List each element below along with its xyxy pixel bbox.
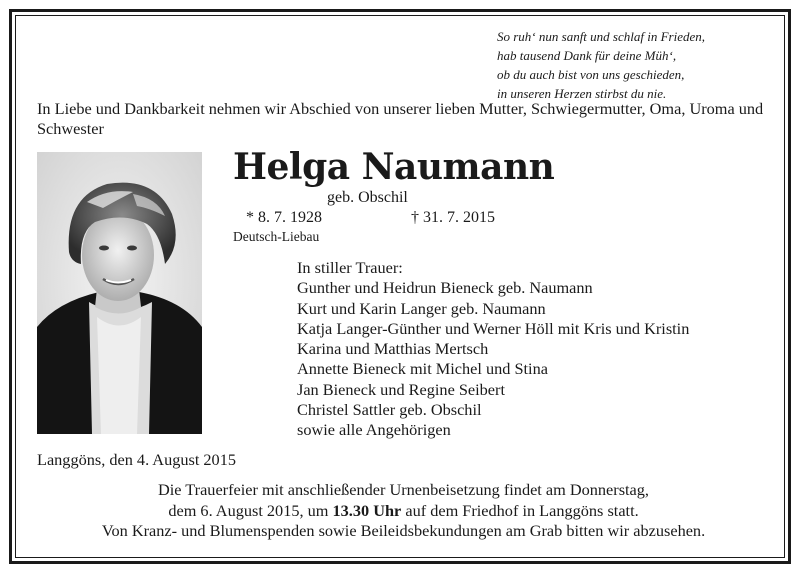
service-time: 13.30 Uhr [332, 500, 402, 520]
death-date: † 31. 7. 2015 [411, 209, 495, 226]
mourner-line: sowie alle Angehörigen [297, 420, 451, 440]
mourner-line: Karina und Matthias Mertsch [297, 339, 489, 359]
service-location: auf dem Friedhof in Langgöns statt. [405, 500, 639, 520]
portrait-photo [37, 152, 202, 434]
mourner-line: Jan Bieneck und Regine Seibert [297, 379, 505, 399]
poem-line: hab tausend Dank für deine Müh‘, [497, 48, 677, 63]
deceased-name: Helga Naumann [233, 146, 555, 188]
service-info [37, 480, 770, 542]
mourners-list [297, 258, 689, 441]
poem-line: in unseren Herzen stirbst du nie. [497, 86, 667, 101]
place-date: Langgöns, den 4. August 2015 [37, 450, 236, 469]
mourner-line: Gunther und Heidrun Bieneck geb. Naumann [297, 278, 593, 298]
service-date: dem 6. August 2015, um [168, 500, 329, 520]
mourner-line: Annette Bieneck mit Michel und Stina [297, 359, 548, 379]
mourner-line: Christel Sattler geb. Obschil [297, 400, 482, 420]
maiden-name: geb. Obschil [327, 189, 408, 206]
service-line-2 [37, 501, 770, 522]
service-line-1: Die Trauerfeier mit anschließender Urnenbeisetzung findet am Donnerstag, [158, 480, 649, 499]
mourners-heading: In stiller Trauer: [297, 258, 403, 277]
poem [497, 27, 777, 103]
birthplace: Deutsch-Liebau [233, 229, 320, 244]
poem-line: So ruh‘ nun sanft und schlaf in Frieden, [497, 29, 705, 44]
mourner-line: Katja Langer-Günther und Werner Höll mit Kris und Kristin [297, 318, 690, 338]
birth-date: * 8. 7. 1928 [246, 209, 322, 226]
intro-text: In Liebe und Dankbarkeit nehmen wir Abschied von unserer lieben Mutter, Schwiegermutter, Oma, Uroma und Schwester [37, 99, 764, 138]
poem-line: ob du auch bist von uns geschieden, [497, 67, 685, 82]
mourner-line: Kurt und Karin Langer geb. Naumann [297, 298, 546, 318]
donation-note: Von Kranz- und Blumenspenden sowie Beileidsbekundungen am Grab bitten wir abzusehen. [101, 521, 706, 540]
